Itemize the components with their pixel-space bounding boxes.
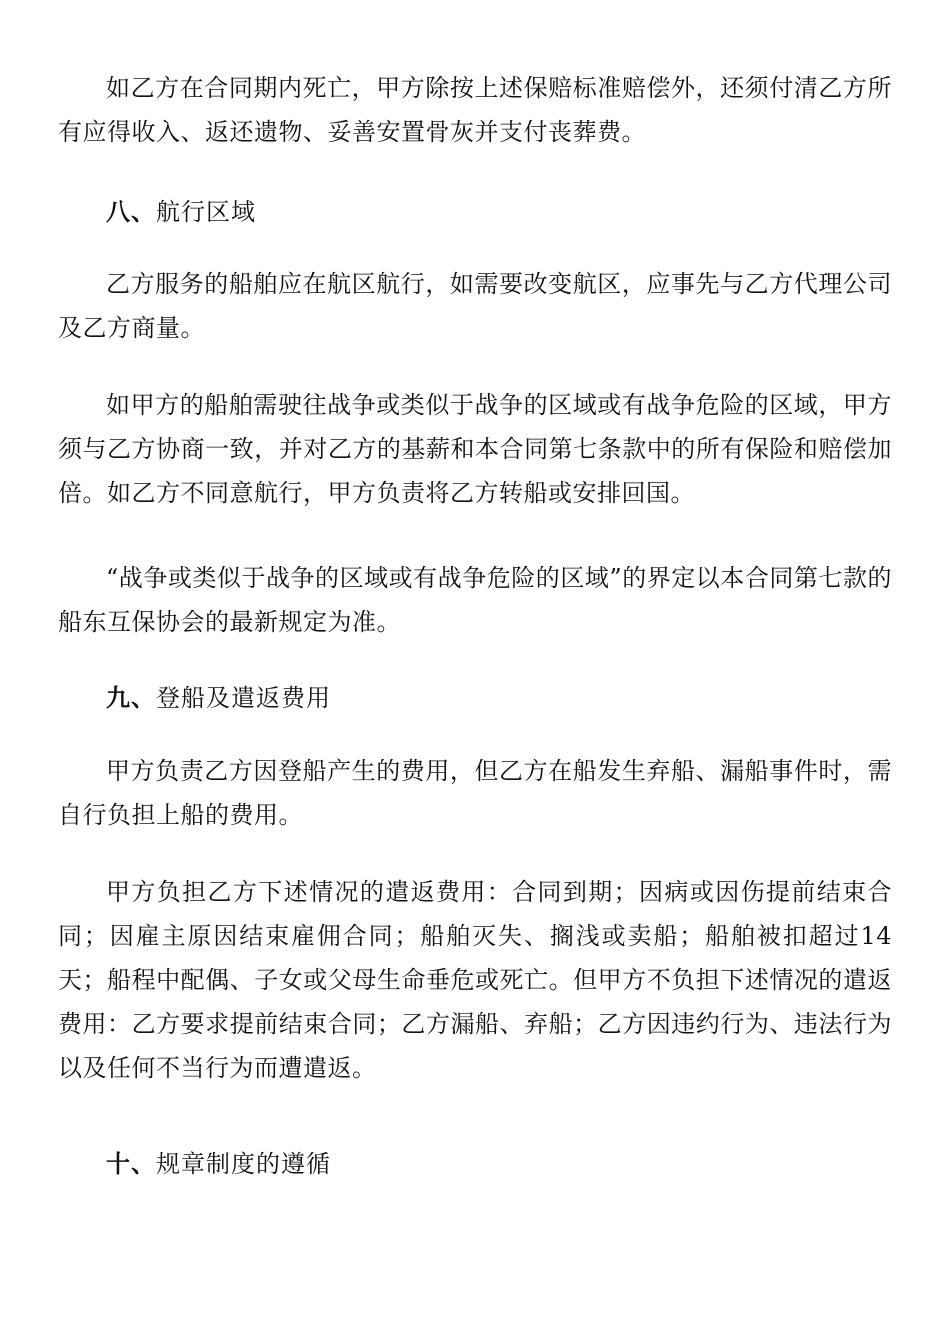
section-title: 航行区域 <box>156 198 256 226</box>
section-heading-8 <box>106 190 256 234</box>
section-title: 规章制度的遵循 <box>156 1150 331 1178</box>
paragraph-war-zone: 如甲方的船舶需驶往战争或类似于战争的区域或有战争危险的区域，甲方须与乙方协商一致，并对乙方的基薪和本合同第七条款中的所有保险和赔偿加倍。如乙方不同意航行，甲方负责将乙方转船或安排回国。 <box>58 391 892 507</box>
paragraph-navigation-area: 乙方服务的船舶应在航区航行，如需要改变航区，应事先与乙方代理公司及乙方商量。 <box>58 270 892 342</box>
paragraph-boarding-cost: 甲方负责乙方因登船产生的费用，但乙方在船发生弃船、漏船事件时，需自行负担上船的费用。 <box>58 757 892 829</box>
paragraph-war-zone-definition: “战争或类似于战争的区域或有战争危险的区域”的界定以本合同第七款的船东互保协会的最新规定为准。 <box>58 564 892 636</box>
section-heading-9 <box>106 676 331 720</box>
section-number: 八、 <box>106 198 156 226</box>
section-title: 登船及遣返费用 <box>156 684 331 712</box>
paragraph-repatriation-cost: 甲方负担乙方下述情况的遣返费用：合同到期；因病或因伤提前结束合同；因雇主原因结束雇佣合同；船舶灭失、搁浅或卖船；船舶被扣超过14天；船程中配偶、子女或父母生命垂危或死亡。但甲方不负担下述情况的遣返费用：乙方要求提前结束合同；乙方漏船、弃船；乙方因违约行为、违法行为以及任何不当行为而遭遣返。 <box>58 878 892 1082</box>
section-heading-10 <box>106 1142 331 1186</box>
paragraph-death-compensation: 如乙方在合同期内死亡，甲方除按上述保赔标准赔偿外，还须付清乙方所有应得收入、返还遗物、妥善安置骨灰并支付丧葬费。 <box>58 74 892 146</box>
section-number: 十、 <box>106 1150 156 1178</box>
section-number: 九、 <box>106 684 156 712</box>
